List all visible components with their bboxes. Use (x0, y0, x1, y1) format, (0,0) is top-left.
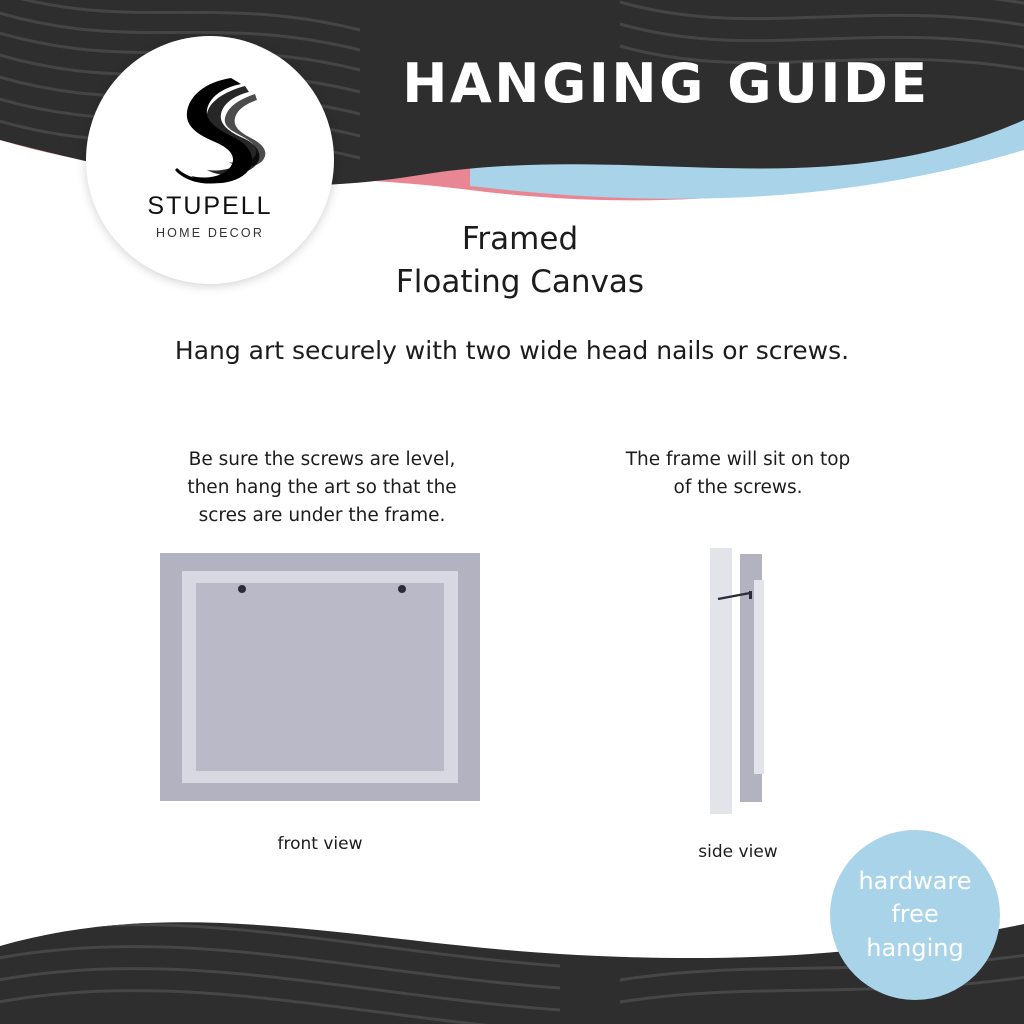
screw-side-icon (716, 586, 760, 596)
logo-brand-subtitle: HOME DECOR (155, 226, 265, 240)
page-title: HANGING GUIDE (402, 52, 930, 115)
side-view-diagram (710, 548, 782, 814)
front-view-canvas (196, 583, 444, 771)
side-view-caption (570, 446, 906, 502)
front-view-frame-mat (182, 571, 458, 783)
screw-dot-right-icon (398, 585, 406, 593)
logo-brand-name: STUPELL (147, 192, 273, 220)
badge-line1: hardware (858, 867, 972, 896)
front-view-caption (140, 446, 504, 530)
badge-line3: hanging (866, 933, 964, 962)
front-caption-line2: then hang the art so that the (187, 477, 457, 499)
side-view-label: side view (698, 842, 778, 862)
front-view-label: front view (277, 834, 363, 854)
screw-dot-left-icon (238, 585, 246, 593)
stupell-swoosh-icon (145, 66, 275, 196)
side-caption-line1: The frame will sit on top (625, 449, 851, 470)
main-instruction: Hang art securely with two wide head nails or screws. (174, 336, 850, 365)
brand-logo-badge (86, 36, 334, 284)
front-caption-line3: scres are under the frame. (198, 505, 446, 527)
front-caption-line1: Be sure the screws are level, (188, 449, 456, 470)
side-view-canvas (754, 580, 764, 774)
front-view-diagram (160, 553, 480, 801)
product-title (330, 218, 710, 304)
hardware-free-hanging-badge (830, 830, 1000, 1000)
product-title-line2: Floating Canvas (395, 263, 645, 300)
side-caption-line2: of the screws. (673, 477, 803, 499)
product-title-line1: Framed (461, 221, 579, 257)
badge-line2: free (891, 900, 939, 929)
